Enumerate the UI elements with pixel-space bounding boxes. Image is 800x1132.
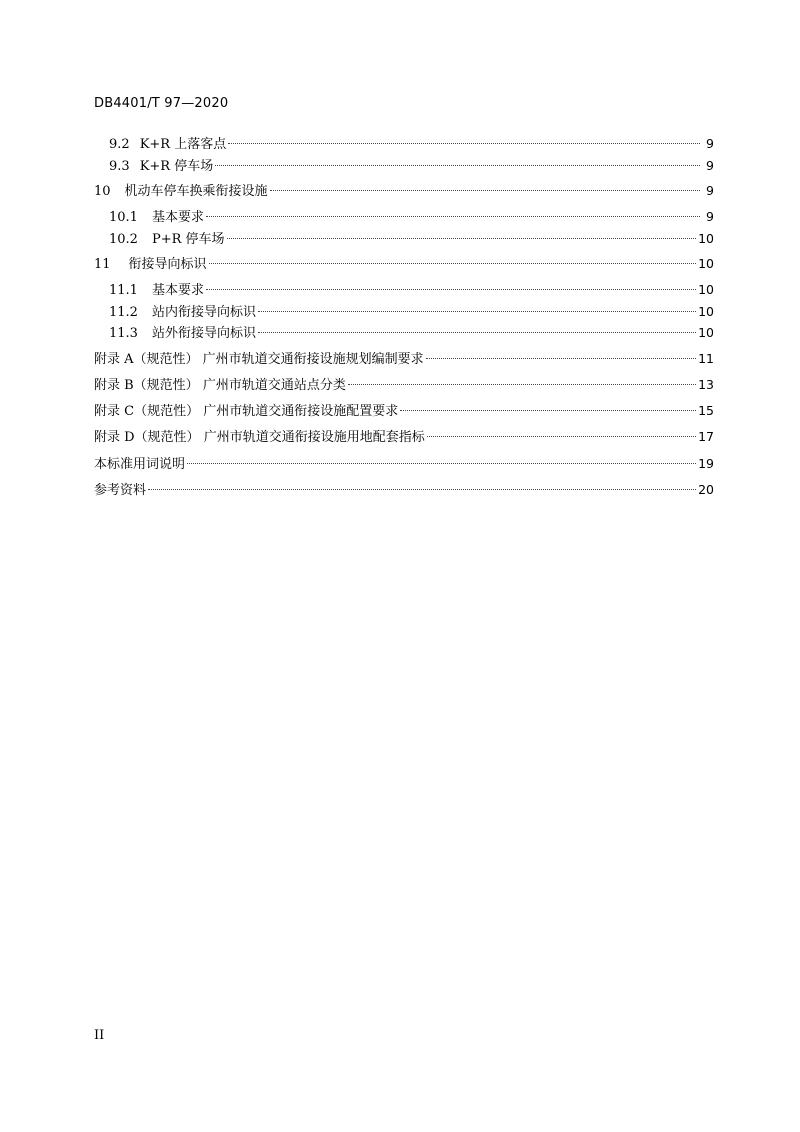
toc-entry-10[interactable] bbox=[94, 177, 714, 199]
toc-entry-page: 20 bbox=[698, 482, 714, 497]
toc-entry-appendix-b[interactable] bbox=[94, 371, 714, 393]
dot-leader bbox=[348, 371, 696, 389]
toc-entry-number: 11.2 bbox=[109, 305, 138, 320]
toc-entry-11[interactable] bbox=[94, 250, 714, 272]
toc-entry-page: 9 bbox=[706, 136, 714, 151]
toc-entry-page: 9 bbox=[706, 183, 714, 198]
toc-entry-page: 17 bbox=[698, 429, 714, 444]
dot-leader bbox=[427, 423, 696, 441]
toc-entry-appendix-d[interactable] bbox=[94, 423, 714, 445]
dot-leader bbox=[426, 345, 696, 363]
dot-leader bbox=[258, 319, 696, 337]
dot-leader bbox=[148, 476, 696, 494]
toc-entry-appendix-a[interactable] bbox=[94, 345, 714, 367]
toc-entry-page: 15 bbox=[698, 403, 714, 418]
toc-entry-title: 基本要求 bbox=[151, 210, 204, 225]
toc-entry-number: 11.1 bbox=[109, 283, 138, 298]
toc-entry-appendix-c[interactable] bbox=[94, 397, 714, 419]
toc-entry-title: 基本要求 bbox=[151, 283, 204, 298]
toc-entry-number: 11.3 bbox=[109, 326, 138, 341]
toc-entry-number: 10.1 bbox=[109, 210, 138, 225]
toc-entry-11-3[interactable] bbox=[109, 319, 714, 341]
toc-entry-9-2[interactable] bbox=[109, 130, 714, 152]
toc-entry-page: 9 bbox=[706, 209, 714, 224]
toc-entry-number: 9.3 bbox=[109, 159, 130, 174]
toc-entry-title: P+R 停车场 bbox=[151, 232, 225, 247]
toc-entry-number: 9.2 bbox=[109, 137, 130, 152]
document-code-header: DB4401/T 97—2020 bbox=[94, 96, 229, 111]
toc-entry-terms[interactable] bbox=[94, 450, 714, 472]
toc-entry-references[interactable] bbox=[94, 476, 714, 498]
page-number: II bbox=[94, 1028, 105, 1043]
toc-entry-11-1[interactable] bbox=[109, 276, 714, 298]
toc-entry-title: K+R 停车场 bbox=[139, 159, 214, 174]
toc-entry-number: 10.2 bbox=[109, 232, 138, 247]
toc-entry-10-1[interactable] bbox=[109, 203, 714, 225]
dot-leader bbox=[400, 397, 696, 415]
toc-entry-page: 10 bbox=[698, 256, 714, 271]
toc-entry-title: 站内衔接导向标识 bbox=[151, 305, 256, 320]
toc-entry-number: 11 bbox=[94, 257, 111, 272]
dot-leader bbox=[187, 450, 696, 468]
toc-entry-title: 附录 A（规范性） 广州市轨道交通衔接设施规划编制要求 bbox=[94, 352, 424, 367]
toc-entry-title: 衔接导向标识 bbox=[128, 257, 207, 272]
toc-entry-page: 10 bbox=[698, 304, 714, 319]
toc-entry-title: 机动车停车换乘衔接设施 bbox=[124, 184, 268, 199]
dot-leader bbox=[228, 130, 700, 148]
dot-leader bbox=[209, 250, 697, 268]
dot-leader bbox=[206, 203, 700, 221]
toc-entry-page: 10 bbox=[698, 282, 714, 297]
toc-entry-page: 10 bbox=[698, 325, 714, 340]
toc-entry-title: 站外衔接导向标识 bbox=[151, 326, 256, 341]
toc-entry-9-3[interactable] bbox=[109, 152, 714, 174]
toc-entry-number: 10 bbox=[94, 184, 111, 199]
toc-entry-title: 本标准用词说明 bbox=[94, 457, 186, 472]
dot-leader bbox=[227, 225, 697, 243]
toc-entry-title: K+R 上落客点 bbox=[139, 137, 227, 152]
dot-leader bbox=[258, 298, 696, 316]
dot-leader bbox=[215, 152, 700, 170]
toc-entry-title: 附录 D（规范性） 广州市轨道交通衔接设施用地配套指标 bbox=[94, 430, 425, 445]
toc-entry-page: 19 bbox=[698, 456, 714, 471]
toc-entry-page: 11 bbox=[698, 351, 714, 366]
toc-entry-page: 9 bbox=[706, 158, 714, 173]
dot-leader bbox=[270, 177, 700, 195]
toc-entry-page: 10 bbox=[698, 231, 714, 246]
dot-leader bbox=[206, 276, 696, 294]
toc-entry-page: 13 bbox=[698, 377, 714, 392]
toc-entry-10-2[interactable] bbox=[109, 225, 714, 247]
toc-entry-title: 参考资料 bbox=[94, 483, 147, 498]
toc-entry-title: 附录 B（规范性） 广州市轨道交通站点分类 bbox=[94, 378, 346, 393]
toc-entry-11-2[interactable] bbox=[109, 298, 714, 320]
toc-entry-title: 附录 C（规范性） 广州市轨道交通衔接设施配置要求 bbox=[94, 404, 399, 419]
